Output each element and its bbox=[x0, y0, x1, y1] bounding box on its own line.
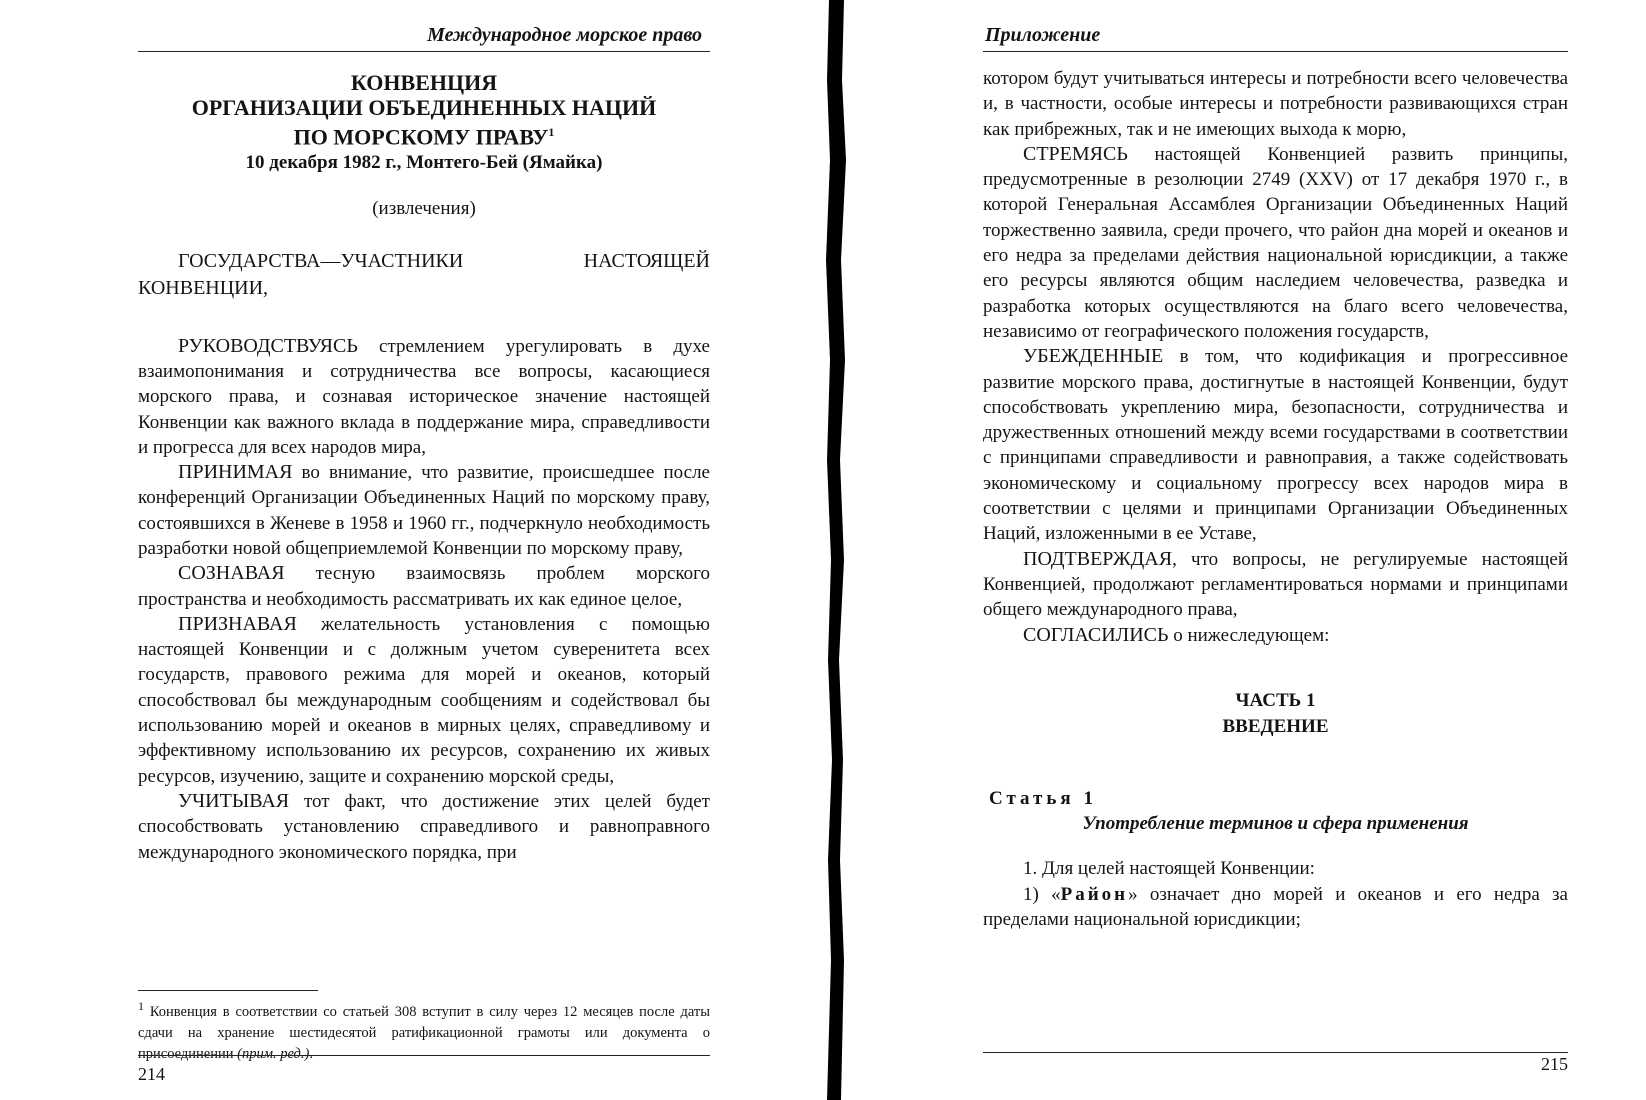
right-page-body bbox=[983, 66, 1568, 932]
preamble-paragraph bbox=[138, 334, 710, 460]
preamble-paragraph bbox=[138, 612, 710, 789]
bottom-divider bbox=[983, 1052, 1568, 1053]
title-text: ПО МОРСКОМУ ПРАВУ bbox=[293, 124, 549, 150]
right-page bbox=[983, 0, 1568, 1100]
paragraph-keyword: ПРИНИМАЯ bbox=[178, 461, 293, 484]
states-heading: ГОСУДАРСТВА—УЧАСТНИКИ НАСТОЯЩЕЙ КОНВЕНЦИИ, bbox=[138, 249, 710, 299]
preamble-paragraph bbox=[983, 344, 1568, 546]
continuation-text: котором будут учитываться интересы и потребности всего человечества и, в частности, особые интересы и потребности развивающихся стран как прибрежных, так и не имеющих выхода к морю, bbox=[983, 68, 1568, 140]
paragraph-text: , что вопросы, не регулируемые настоящей Конвенцией, продолжают регламентироваться нормами и принципами общего международного права, bbox=[983, 548, 1568, 621]
bottom-divider bbox=[138, 1055, 710, 1056]
footnote-number: 1 bbox=[138, 999, 144, 1013]
page-number: 214 bbox=[138, 1064, 165, 1084]
paragraph-text: во внимание, что развитие, происшедшее после конференций Организации Объединенных Наций по морскому праву, состоявшихся в Женеве в 1958 и 1960 гг., подчеркнуло необходимость разработки новой общеприемлемой Конвенции по морскому праву, bbox=[138, 462, 710, 559]
paragraph-text: тот факт, что достижение этих целей будет способствовать установлению справедливого и равноправного международного экономического порядка, при bbox=[138, 790, 710, 863]
preamble-paragraph bbox=[138, 789, 710, 865]
paragraph-text: о нижеследующем: bbox=[1168, 624, 1330, 646]
date-place: 10 декабря 1982 г., Монтего-Бей (Ямайка) bbox=[245, 152, 603, 174]
paragraph-keyword: РУКОВОДСТВУЯСЬ bbox=[178, 334, 358, 357]
part-title: ВВЕДЕНИЕ bbox=[1222, 715, 1329, 737]
article-title: Употребление терминов и сфера применения bbox=[1082, 813, 1469, 835]
running-head: Международное морское право bbox=[138, 24, 710, 52]
paragraph-text: тесную взаимосвязь проблем морского пространства и необходимость рассматривать их как единое целое, bbox=[138, 563, 710, 610]
extract-note: (извлечения) bbox=[372, 198, 476, 220]
running-head: Приложение bbox=[983, 24, 1568, 52]
left-page-body bbox=[138, 70, 710, 865]
item-prefix: 1) « bbox=[1023, 883, 1061, 905]
part-number: ЧАСТЬ 1 bbox=[1235, 689, 1316, 711]
paragraph-keyword: УБЕЖДЕННЫЕ bbox=[1023, 345, 1164, 368]
left-page bbox=[138, 0, 710, 1100]
preamble-paragraph bbox=[138, 460, 710, 561]
paragraph-text: желательность установления с помощью настоящей Конвенции и с должным учетом суверенитета всех государств, правового режима для морей и океанов, который способствовал бы международным сообщениям и содействовал бы использованию морей и океанов в мирных целях, справедливому и эффективному использованию их ресурсов, сохранению их живых ресурсов, изучению, защите и сохранению морской среды, bbox=[138, 613, 710, 787]
footnote-text: Конвенция в соответствии со статьей 308 вступит в силу через 12 месяцев после даты сдачи на хранение шестидесятой ратификационной грамоты или документа о присоединении bbox=[138, 1003, 710, 1062]
article-item bbox=[983, 882, 1568, 933]
preamble-paragraph bbox=[983, 623, 1568, 648]
title-line bbox=[138, 120, 710, 149]
paragraph-text: в том, что кодификация и прогрессивное развитие морского права, достигнутые в настоящей Конвенции, будут способствовать укреплению мира, безопасности, сотрудничества и дружественных отношений между всеми государствами в соответствии с принципами справедливости и равноправия, а также содействовать экономическому и социальному прогрессу всех народов мира в соответствии с целями и принципами Организации Объединенных Наций, изложенными в ее Уставе, bbox=[983, 346, 1568, 545]
paragraph-text: настоящей Конвенцией развить принципы, предусмотренные в резолюции 2749 (XXV) от 17 декабря 1970 г., в которой Генеральная Ассамблея Организации Объединенных Наций торжественно заявила, среди прочего, что район дна морей и океанов и его недра за пределами действия национальной юрисдикции, а также его ресурсы являются общим наследием человечества, разведка и разработка которых осуществляются на благо всего человечества, независимо от географического положения государств, bbox=[983, 143, 1568, 342]
paragraph-text: стремлением урегулировать в духе взаимопонимания и сотрудничества все вопросы, касающиеся морского права, и сознавая историческое значение настоящей Конвенции как важного вклада в поддержание мира, справедливости и прогресса для всех народов мира, bbox=[138, 335, 710, 458]
item-text: » означает дно морей и океанов и его недра за пределами национальной юрисдикции; bbox=[983, 883, 1568, 931]
footnote-marker[interactable]: 1 bbox=[548, 125, 555, 139]
page-number: 215 bbox=[1541, 1054, 1568, 1074]
title-line: КОНВЕНЦИЯ bbox=[350, 70, 498, 95]
paragraph-keyword: СОГЛАСИЛИСЬ bbox=[1023, 623, 1169, 646]
paragraph-keyword: ПРИЗНАВАЯ bbox=[178, 612, 297, 635]
paragraph-keyword: СОЗНАВАЯ bbox=[178, 562, 285, 585]
preamble-paragraph bbox=[138, 561, 710, 612]
paragraph-keyword: ПОДТВЕРЖДАЯ bbox=[1023, 547, 1173, 570]
paragraph-keyword: СТРЕМЯСЬ bbox=[1023, 142, 1128, 165]
footnote-end: . bbox=[309, 1045, 313, 1062]
defined-term: Район bbox=[1060, 883, 1129, 905]
preamble-paragraph bbox=[983, 547, 1568, 623]
editor-note: (прим. ред.) bbox=[237, 1045, 310, 1062]
part-heading bbox=[983, 688, 1568, 740]
paragraph-keyword: УЧИТЫВАЯ bbox=[178, 789, 290, 812]
book-spine-gutter bbox=[822, 0, 852, 1100]
article-item bbox=[983, 856, 1568, 881]
preamble-paragraph bbox=[983, 142, 1568, 344]
article-number: Статья 1 bbox=[989, 787, 1097, 809]
title-line: ОРГАНИЗАЦИИ ОБЪЕДИНЕННЫХ НАЦИЙ bbox=[191, 95, 657, 120]
item-text: 1. Для целей настоящей Конвенции: bbox=[1023, 858, 1315, 880]
footnote-divider bbox=[138, 990, 318, 991]
